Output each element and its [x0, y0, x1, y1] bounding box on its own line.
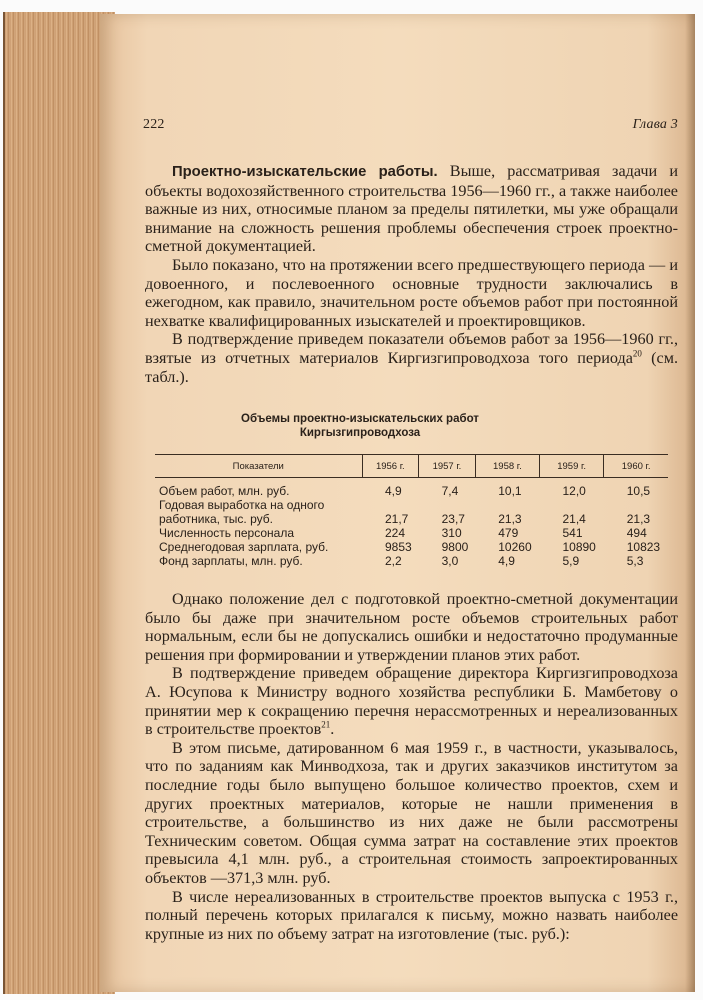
- table-cell: 10890: [562, 540, 596, 554]
- paragraph: Однако положение дел с подготовкой проектно-сметной документации было бы даже при значительном росте объемов строительных работ нормальным, если бы не допускались ошибки и недостаточно продуманные решения при формировании и утверждении планов этих работ.: [145, 590, 678, 664]
- table-cell: 10,1: [498, 484, 522, 498]
- body-text-lower: [145, 590, 678, 943]
- table-row: [155, 478, 668, 499]
- paragraph-text: (см. табл.).: [145, 348, 678, 386]
- table-cell: 23,7: [441, 512, 465, 526]
- table-cell: 5,3: [626, 554, 644, 568]
- book-page-edges: [3, 12, 115, 994]
- table-cell: 9800: [441, 540, 469, 554]
- column-header: 1956 г.: [362, 455, 419, 478]
- table-cell: 10823: [626, 540, 661, 554]
- table-row: [155, 540, 668, 554]
- paragraph: В числе нереализованных в строительстве проектов выпуска с 1953 г., полный перечень которых прилагался к письму, можно назвать наиболее крупные из них по объему затрат на изготовление (тыс. руб.):: [145, 887, 678, 943]
- paragraph: [145, 330, 678, 386]
- table-row: [155, 554, 668, 568]
- column-header: 1960 г.: [604, 455, 668, 478]
- table-cell: 21,4: [562, 512, 586, 526]
- column-header: 1959 г.: [539, 455, 603, 478]
- table-cell: [604, 498, 668, 512]
- column-header: 1957 г.: [419, 455, 476, 478]
- table-cell: 7,4: [441, 484, 459, 498]
- row-label: Среднегодовая зарплата, руб.: [159, 540, 329, 554]
- paragraph-text: В подтверждение приведем обращение директора Киргизгипроводхоза А. Юсупова к Министру водного хозяйства республики Б. Мамбетову о принятии мер к сокращению перечня нерассмотренных и нереализованных в строительстве проектов: [145, 664, 678, 739]
- paragraph-text: .: [330, 720, 335, 739]
- table-cell: 479: [498, 526, 519, 540]
- paragraph: В этом письме, датированном 6 мая 1959 г., в частности, указывалось, что по заданиям как Минводхоза, так и других заказчиков институтом за последние годы было выпущено большое количество проектов, схем и других проектных материалов, которые не нашли применения в строительстве, а большинство из них даже не были рассмотрены Техническим советом. Общая сумма затрат на составление этих проектов превысила 4,1 млн. руб., а строительная стоимость запроектированных объектов —371,3 млн. руб.: [145, 738, 678, 887]
- table-row: [155, 498, 668, 512]
- table-row: [155, 512, 668, 526]
- table-cell: 224: [385, 526, 406, 540]
- table-cell: [419, 498, 476, 512]
- row-label: Численность персонала: [159, 526, 295, 540]
- running-title: Глава 3: [632, 117, 678, 132]
- table-title: [220, 412, 500, 440]
- table-cell: 3,0: [441, 554, 459, 568]
- table-cell: 494: [626, 526, 647, 540]
- table-cell: 2,2: [385, 554, 402, 568]
- table-header-row: [155, 455, 668, 478]
- row-label: Объем работ, млн. руб.: [159, 484, 290, 498]
- table-cell: 10,5: [626, 484, 651, 498]
- body-text-upper: [145, 162, 678, 386]
- footnote-ref: 20: [632, 348, 642, 359]
- table-cell: 21,3: [626, 512, 651, 526]
- table-cell: 9853: [385, 540, 412, 554]
- page-number: 222: [143, 117, 165, 132]
- paragraph: Было показано, что на протяжении всего предшествующего периода — и довоенного, и послевоенного основные трудности заключались в ежегодном, как правило, значительном росте объемов работ при постоянной нехватке квалифицированных изыскателей и проектировщиков.: [145, 255, 678, 330]
- table-cell: [539, 498, 603, 512]
- row-label: Фонд зарплаты, млн. руб.: [159, 554, 303, 568]
- paragraph-text: В подтверждение приведем показатели объемов работ за 1956—1960 гг., взятые из отчетных материалов Киргизгипроводхоза того периода: [145, 330, 678, 367]
- table-cell: 21,7: [385, 512, 409, 526]
- table-cell: 10260: [498, 540, 532, 554]
- section-heading: Проектно-изыскательские работы.: [172, 164, 438, 180]
- table-container: [155, 454, 668, 568]
- table-cell: 310: [441, 526, 462, 540]
- table-title-line: Киргызгипроводхоза: [299, 427, 421, 439]
- table-cell: 21,3: [498, 512, 522, 526]
- paragraph-text: Выше, рассматривая задачи и объекты водохозяйственного строительства 1956—1960 гг., а также наиболее важные из них, относимые планом за пределы пятилетки, мы уже обращали внимание на сложность решения проблемы обеспечения строек проектно-сметной документацией.: [145, 162, 678, 256]
- table-cell: 541: [562, 526, 583, 540]
- page-shadow: [685, 14, 695, 992]
- data-table: [155, 454, 668, 568]
- table-cell: 4,9: [498, 554, 515, 568]
- column-header: 1958 г.: [475, 455, 539, 478]
- paragraph: [145, 162, 678, 256]
- table-row: [155, 526, 668, 540]
- row-label: работника, тыс. руб.: [159, 512, 273, 526]
- column-header: Показатели: [155, 455, 362, 478]
- paragraph: [145, 664, 678, 738]
- table-cell: [475, 498, 539, 512]
- table-cell: 4,9: [385, 484, 402, 498]
- table-title-line: Объемы проектно-изыскательских работ: [241, 413, 479, 425]
- table-cell: 12,0: [562, 484, 586, 498]
- footnote-ref: 21: [321, 719, 331, 730]
- row-label: Годовая выработка на одного: [159, 498, 325, 512]
- book-page: [100, 14, 695, 992]
- table-cell: [362, 498, 419, 512]
- table-cell: 5,9: [562, 554, 580, 568]
